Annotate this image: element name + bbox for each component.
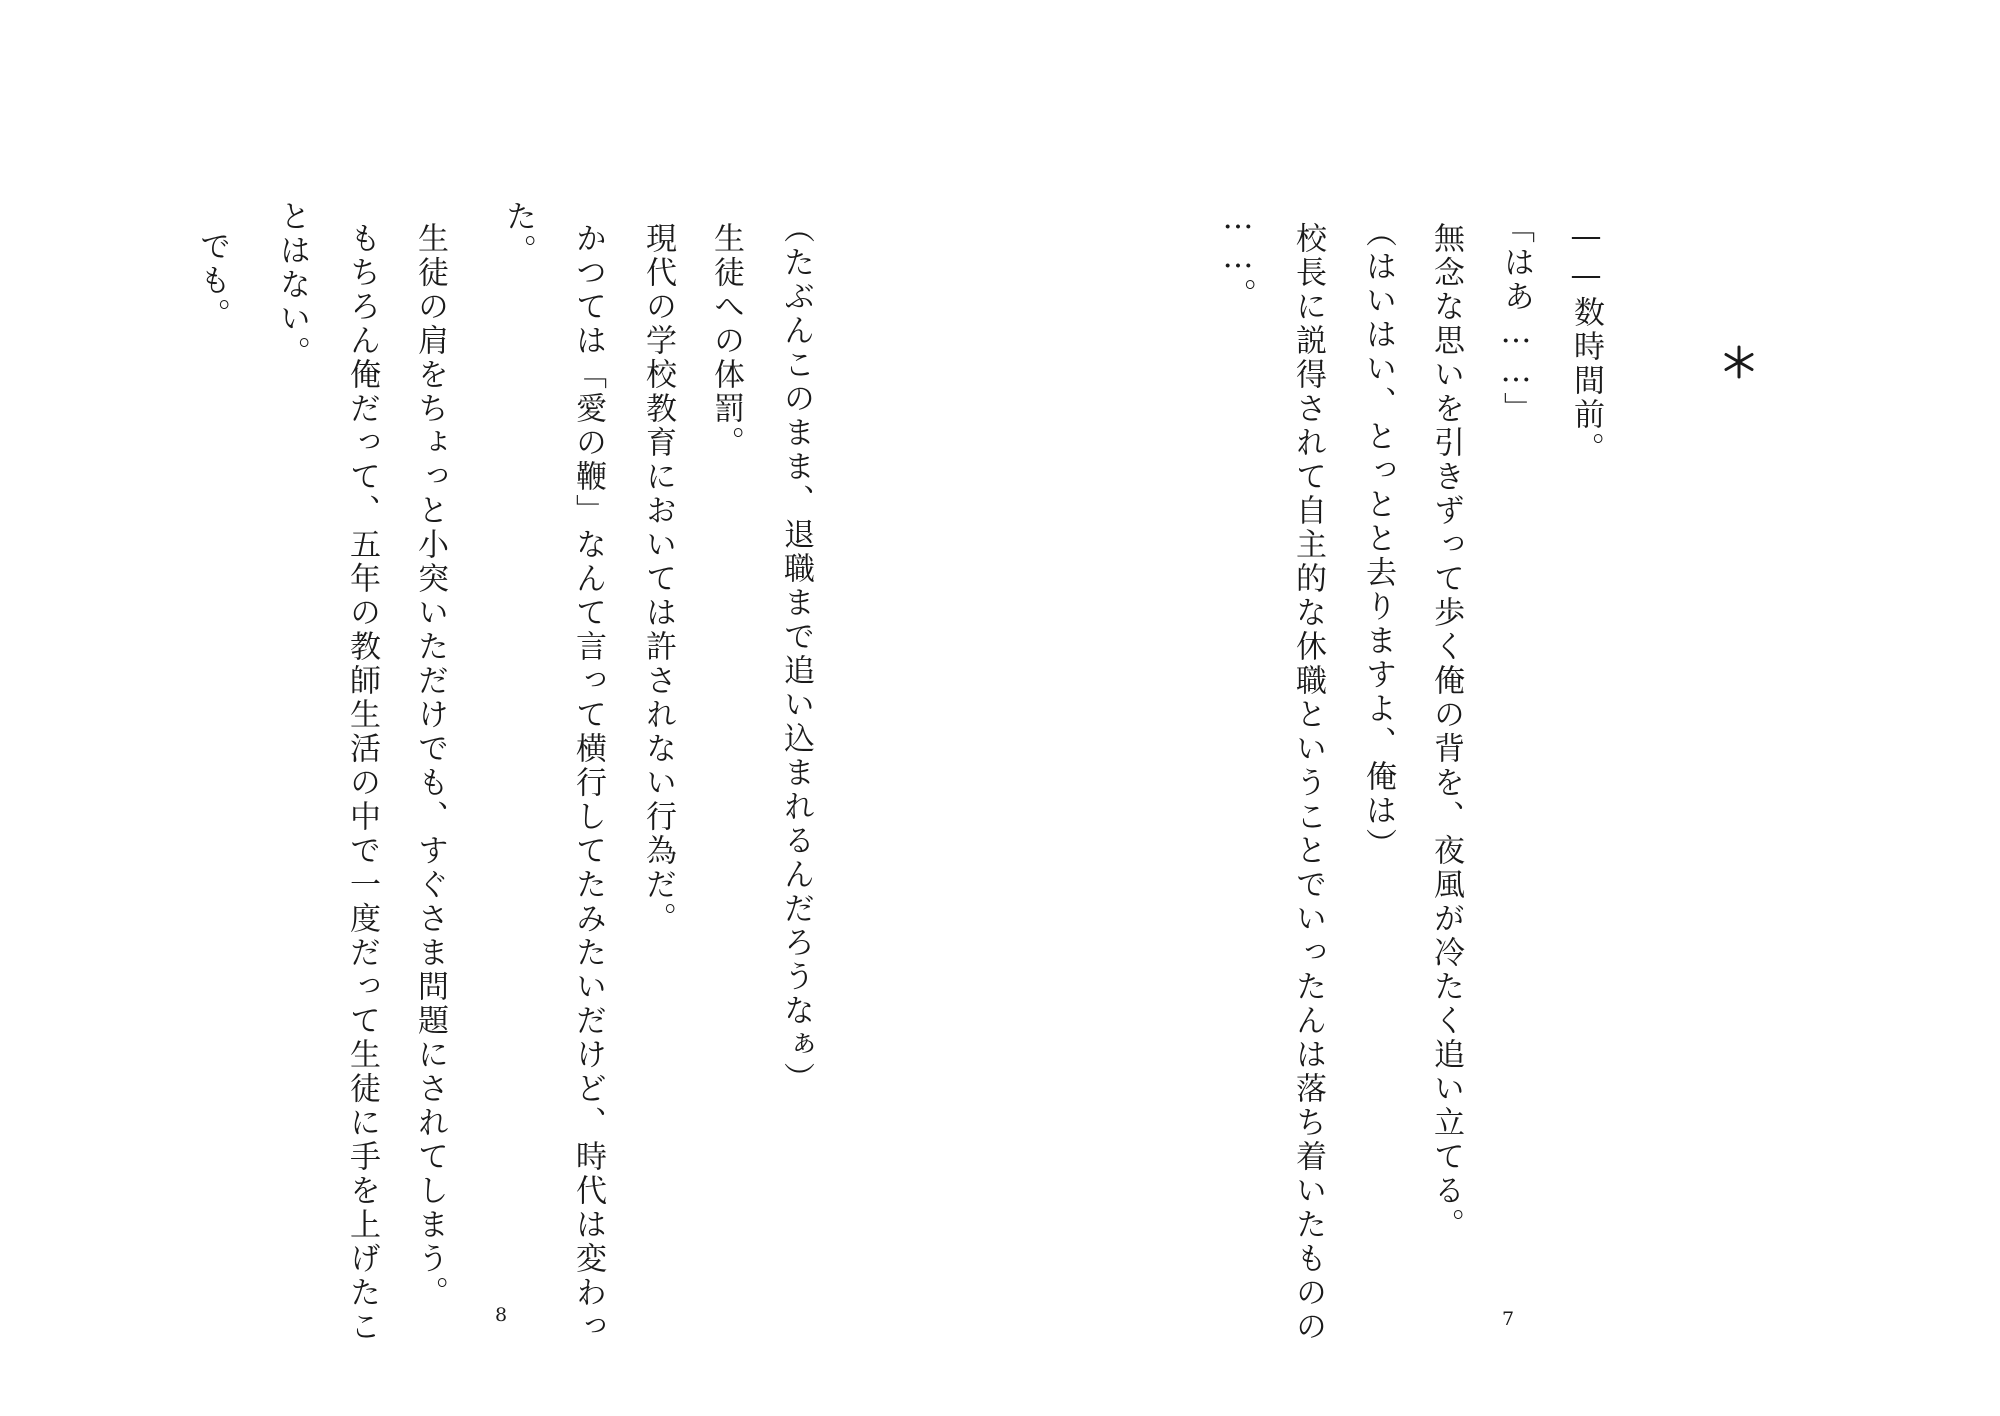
text-line: とはない。 bbox=[274, 200, 310, 370]
text-line: 校長に説得されて自主的な休職ということでいったんは落ち着いたものの bbox=[1290, 222, 1326, 1344]
text-line: かつては「愛の鞭」なんて言って横行してたみたいだけど、時代は変わっ bbox=[570, 222, 606, 1344]
text-line: （たぶんこのまま、退職まで追い込まれるんだろうなぁ） bbox=[778, 212, 814, 1096]
text-line: でも。 bbox=[194, 230, 230, 332]
text-line: （はいはい、とっとと去りますよ、俺は） bbox=[1360, 216, 1396, 862]
text-line: 生徒への体罰。 bbox=[708, 222, 744, 460]
text-line: 「はあ……」 bbox=[1498, 212, 1534, 426]
page-number: 8 bbox=[495, 1304, 508, 1326]
text-line: 無念な思いを引きずって歩く俺の背を、夜風が冷たく追い立てる。 bbox=[1428, 222, 1464, 1242]
text-line: ……。 bbox=[1220, 200, 1256, 312]
text-line: ——数時間前。 bbox=[1568, 218, 1604, 466]
text-line: 現代の学校教育においては許されない行為だ。 bbox=[640, 222, 676, 936]
section-break-asterisk-icon bbox=[1722, 345, 1756, 379]
text-line: た。 bbox=[500, 200, 536, 268]
text-line: 生徒の肩をちょっと小突いただけでも、すぐさま問題にされてしまう。 bbox=[412, 222, 448, 1310]
page-number: 7 bbox=[1502, 1308, 1515, 1330]
text-line: もちろん俺だって、五年の教師生活の中で一度だって生徒に手を上げたこ bbox=[344, 222, 380, 1344]
